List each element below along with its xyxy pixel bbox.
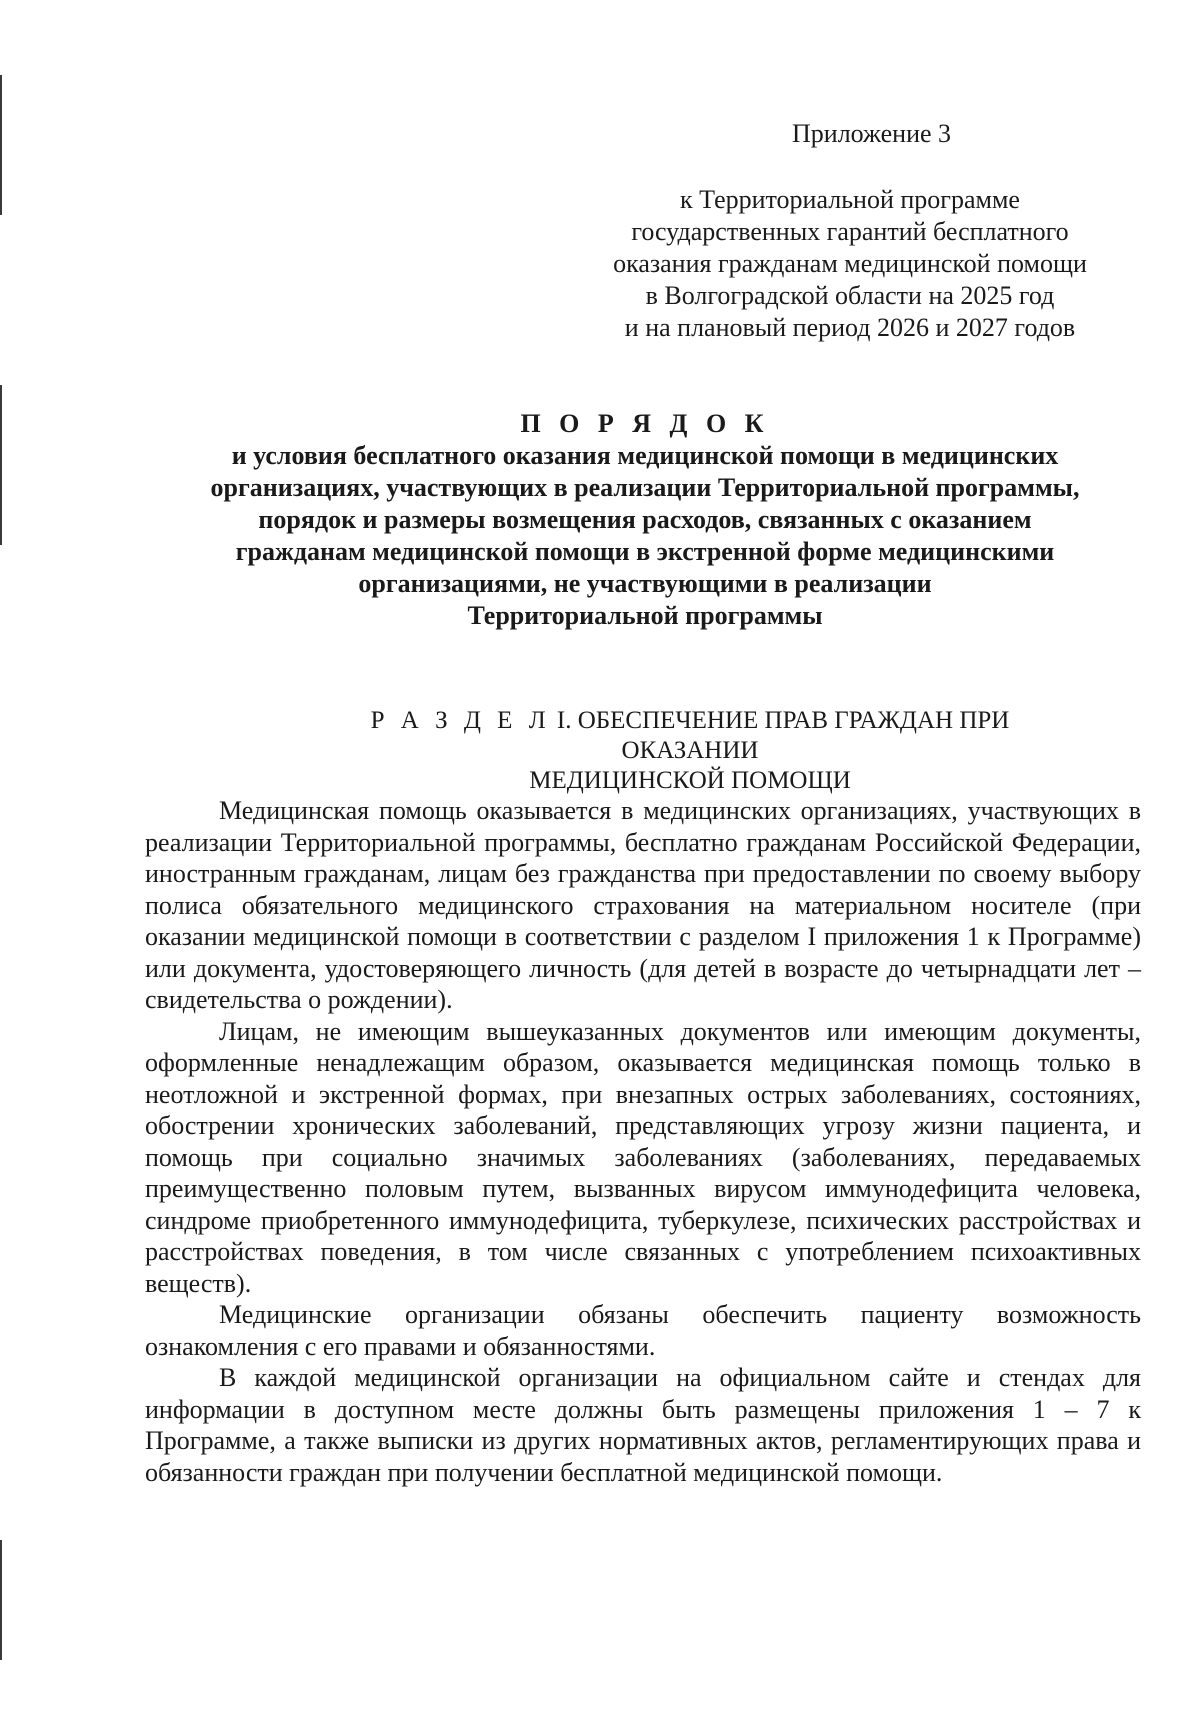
appendix-reference-line: и на плановый период 2026 и 2027 годов (624, 313, 1076, 342)
section-heading-line (300, 706, 1080, 766)
document-subtitle-line: организациях, участвующих в реализации Территориальной программы, (210, 473, 1080, 502)
document-subtitle-line: организациями, не участвующими в реализации (358, 569, 932, 598)
section-title: I. ОБЕСПЕЧЕНИЕ ПРАВ ГРАЖДАН ПРИ ОКАЗАНИИ (550, 707, 1010, 764)
document-subtitle-line: гражданам медицинской помощи в экстренной форме медицинскими (235, 537, 1055, 566)
scan-edge-line (0, 385, 2, 545)
appendix-label: Приложение 3 (792, 119, 952, 148)
body-paragraph: В каждой медицинской организации на официальном сайте и стендах для информации в доступном месте должны быть размещены приложения 1 – 7 к Программе, а также выписки из других нормативных актов, регламентирующих права и обязанности граждан при получении бесплатной медицинской помощи. (145, 1363, 1141, 1487)
section-heading (300, 706, 1080, 796)
document-subtitle-line: и условия бесплатного оказания медицинской помощи в медицинских (231, 441, 1059, 470)
document-title (150, 408, 1140, 632)
section-heading-line: МЕДИЦИНСКОЙ ПОМОЩИ (529, 767, 851, 794)
document-subtitle-line: Территориальной программы (467, 601, 823, 630)
appendix-reference (590, 184, 1110, 344)
appendix-reference-line: государственных гарантий бесплатного (631, 217, 1069, 246)
appendix-reference-line: в Волгоградской области на 2025 год (645, 281, 1055, 310)
document-subtitle-line: порядок и размеры возмещения расходов, связанных с оказанием (258, 505, 1032, 534)
scan-edge-line (0, 1540, 2, 1660)
appendix-reference-line: к Территориальной программе (680, 185, 1020, 214)
section-body (145, 795, 1141, 1488)
body-paragraph: Медицинские организации обязаны обеспечить пациенту возможность ознакомления с его правами и обязанностями. (145, 1300, 1141, 1361)
appendix-reference-line: оказания гражданам медицинской помощи (613, 249, 1087, 278)
document-title-main: П О Р Я Д О К (520, 409, 770, 438)
section-label: Р А З Д Е Л (370, 707, 551, 734)
body-paragraph: Медицинская помощь оказывается в медицинских организациях, участвующих в реализации Территориальной программы, бесплатно гражданам Российской Федерации, иностранным гражданам, лицам без гражданства при предоставлении по своему выбору полиса обязательного медицинского страхования на материальном носителе (при оказании медицинской помощи в соответствии с разделом I приложения 1 к Программе) или документа, удостоверяющего личность (для детей в возрасте до четырнадцати лет – свидетельства о рождении). (145, 796, 1141, 1014)
body-paragraph: Лицам, не имеющим вышеуказанных документов или имеющим документы, оформленные ненадлежащим образом, оказывается медицинская помощь только в неотложной и экстренной формах, при внезапных острых заболеваниях, состояниях, обострении хронических заболеваний, представляющих угрозу жизни пациента, и помощь при социально значимых заболеваниях (заболеваниях, передаваемых преимущественно половым путем, вызванных вирусом иммунодефицита человека, синдроме приобретенного иммунодефицита, туберкулезе, психических расстройствах и расстройствах поведения, в том числе связанных с употреблением психоактивных веществ). (145, 1016, 1141, 1298)
